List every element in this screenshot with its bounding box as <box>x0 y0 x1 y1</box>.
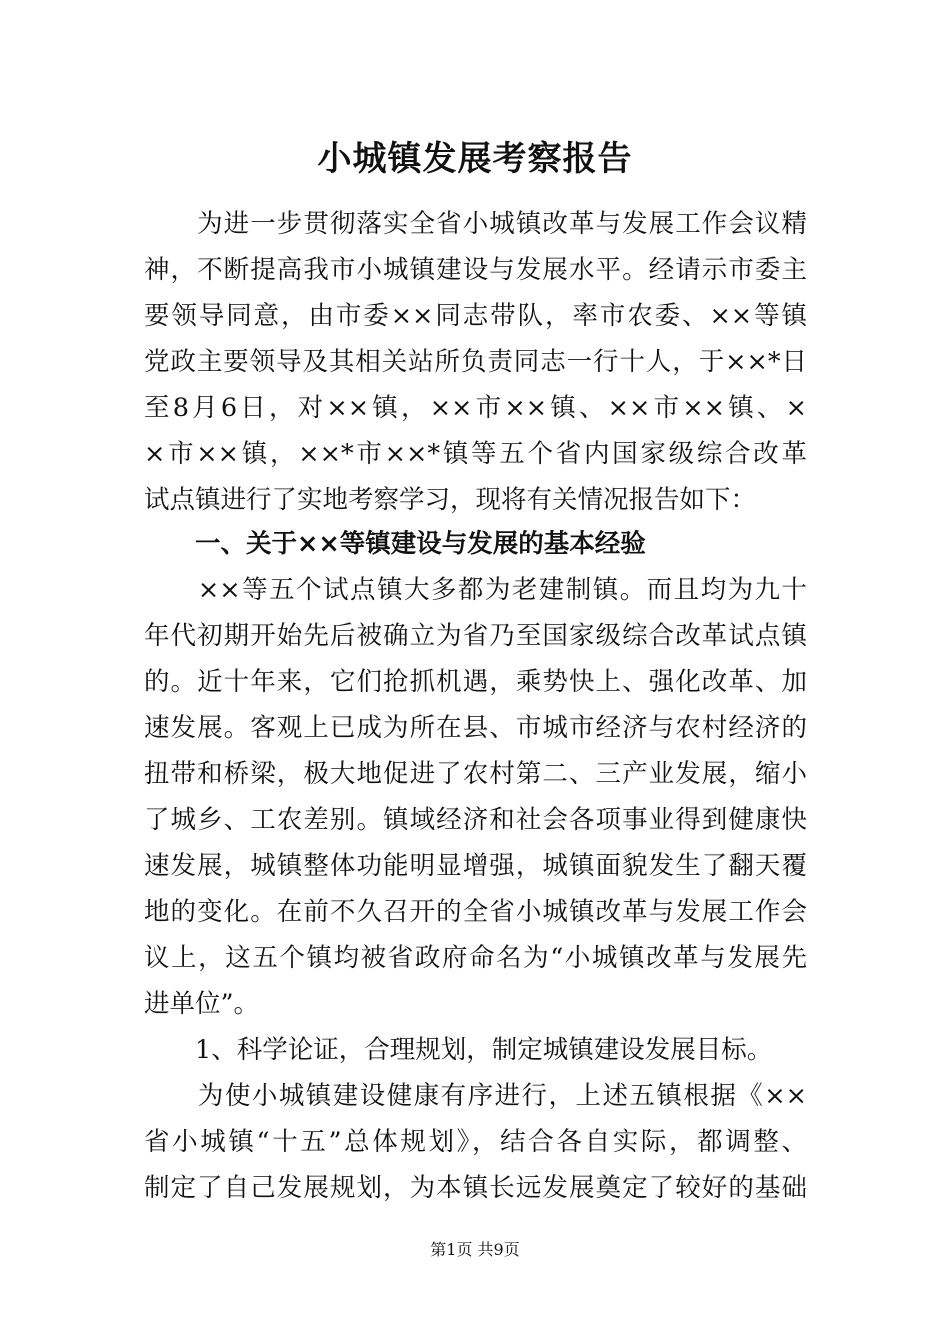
paragraph-line: 试点镇进行了实地考察学习，现将有关情况报告如下： <box>144 485 757 515</box>
paragraph-line: ×市××镇，××*市××*镇等五个省内国家级综合改革 <box>144 439 807 469</box>
paragraph-line: 扭带和桥梁，极大地促进了农村第二、三产业发展，缩小 <box>144 759 807 789</box>
paragraph-line: 的。近十年来，它们抢抓机遇，乘势快上、强化改革、加 <box>144 667 807 697</box>
paragraph-line: 议上，这五个镇均被省政府命名为“小城镇改革与发展先 <box>144 943 807 973</box>
subsection-heading: 1、科学论证，合理规划，制定城镇建设发展目标。 <box>144 1035 773 1065</box>
page-number: 第1页 共9页 <box>430 1240 520 1259</box>
paragraph-line: ××等五个试点镇大多都为老建制镇。而且均为九十 <box>144 575 807 605</box>
paragraph-line: 年代初期开始先后被确立为省乃至国家级综合改革试点镇 <box>144 621 807 651</box>
paragraph-line: 要领导同意，由市委××同志带队，率市农委、××等镇 <box>144 301 807 331</box>
section-heading: 一、关于××等镇建设与发展的基本经验 <box>144 529 646 559</box>
paragraph-line: 速发展，城镇整体功能明显增强，城镇面貌发生了翻天覆 <box>144 851 807 881</box>
paragraph-line: 党政主要领导及其相关站所负责同志一行十人，于××*日 <box>144 347 807 377</box>
paragraph-line: 速发展。客观上已成为所在县、市城市经济与农村经济的 <box>144 713 807 743</box>
document-title: 小城镇发展考察报告 <box>317 139 633 179</box>
paragraph-line: 制定了自己发展规划，为本镇长远发展奠定了较好的基础 <box>144 1173 807 1203</box>
paragraph-line: 至8月6日，对××镇，××市××镇、××市××镇、× <box>144 393 807 423</box>
paragraph-line: 进单位”。 <box>144 989 260 1019</box>
paragraph-line: 为使小城镇建设健康有序进行，上述五镇根据《×× <box>144 1081 807 1111</box>
paragraph-line: 了城乡、工农差别。镇域经济和社会各项事业得到健康快 <box>144 805 807 835</box>
paragraph-line: 省小城镇“十五”总体规划》，结合各自实际，都调整、 <box>144 1127 807 1157</box>
paragraph-line: 地的变化。在前不久召开的全省小城镇改革与发展工作会 <box>144 897 807 927</box>
paragraph-line: 为进一步贯彻落实全省小城镇改革与发展工作会议精 <box>144 209 807 239</box>
paragraph-line: 神，不断提高我市小城镇建设与发展水平。经请示市委主 <box>144 255 807 285</box>
